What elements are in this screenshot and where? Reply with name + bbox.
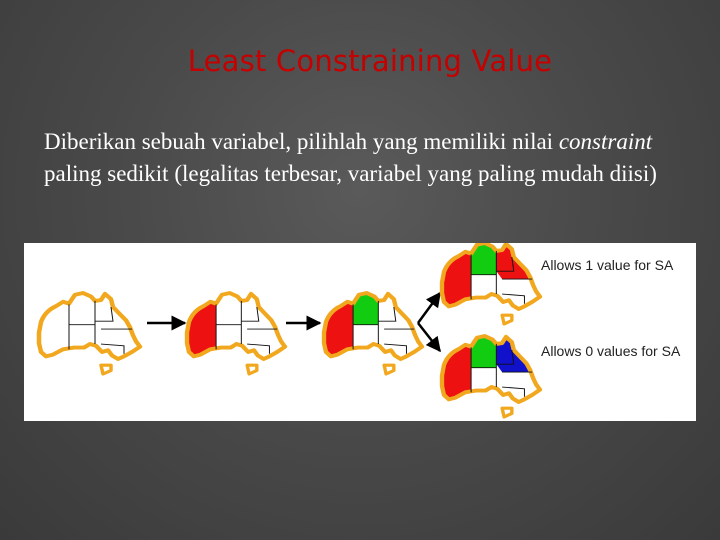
australia-map-wa-red: [187, 293, 285, 374]
slide-title: Least Constraining Value: [187, 44, 553, 78]
slide-body-text: [44, 126, 704, 190]
body-text-part2: paling sedikit (legalitas terbesar, variabel yang paling mudah diisi): [44, 161, 657, 186]
australia-map-q-blue: [442, 336, 540, 417]
body-text-part1: Diberikan sebuah variabel, pilihlah yang memiliki nilai: [44, 129, 559, 154]
arrow-branch-up: [418, 293, 440, 323]
australia-map-q-red: [442, 243, 540, 324]
caption-allows-0-values: Allows 0 values for SA: [541, 343, 681, 359]
caption-allows-1-value: Allows 1 value for SA: [541, 257, 674, 273]
australia-map-blank: [39, 293, 140, 374]
lcv-figure: [24, 243, 696, 421]
body-text-italic: constraint: [558, 129, 653, 154]
australia-map-wa-red-nt-green: [324, 293, 422, 374]
